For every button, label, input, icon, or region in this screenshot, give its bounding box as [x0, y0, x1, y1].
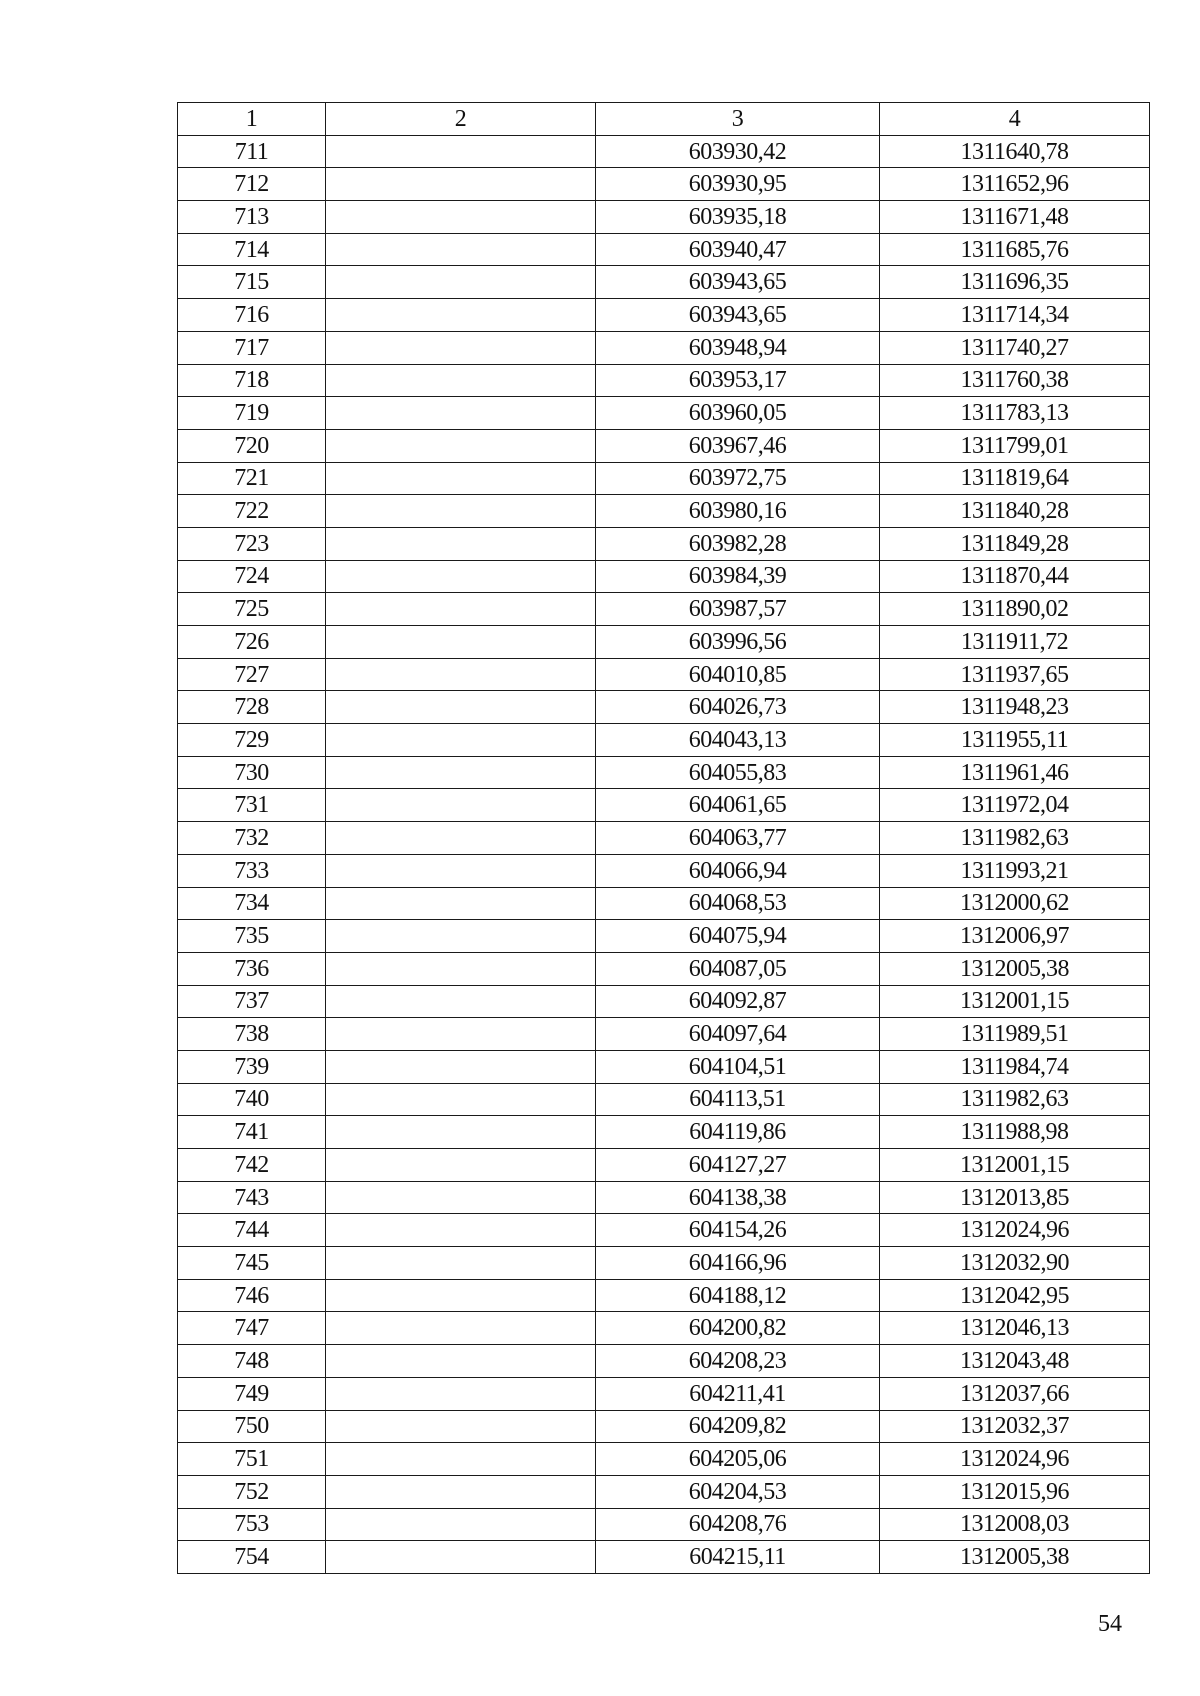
point-number-cell: 713: [178, 201, 326, 234]
x-coordinate-cell: 604215,11: [596, 1541, 880, 1574]
x-coordinate-cell: 603948,94: [596, 331, 880, 364]
x-coordinate-cell: 603996,56: [596, 626, 880, 659]
description-cell: [326, 1279, 596, 1312]
y-coordinate-cell: 1312037,66: [880, 1377, 1150, 1410]
x-coordinate-cell: 604119,86: [596, 1116, 880, 1149]
point-number-cell: 727: [178, 658, 326, 691]
table-row: [178, 691, 1150, 724]
point-number-cell: 731: [178, 789, 326, 822]
y-coordinate-cell: 1311671,48: [880, 201, 1150, 234]
description-cell: [326, 1018, 596, 1051]
x-coordinate-cell: 604154,26: [596, 1214, 880, 1247]
point-number-cell: 739: [178, 1050, 326, 1083]
y-coordinate-cell: 1311819,64: [880, 462, 1150, 495]
table-row: [178, 1410, 1150, 1443]
table-row: [178, 397, 1150, 430]
x-coordinate-cell: 604066,94: [596, 854, 880, 887]
point-number-cell: 722: [178, 495, 326, 528]
description-cell: [326, 1443, 596, 1476]
point-number-cell: 748: [178, 1345, 326, 1378]
x-coordinate-cell: 603982,28: [596, 527, 880, 560]
description-cell: [326, 985, 596, 1018]
point-number-cell: 715: [178, 266, 326, 299]
point-number-cell: 742: [178, 1149, 326, 1182]
x-coordinate-cell: 604092,87: [596, 985, 880, 1018]
table-row: [178, 1475, 1150, 1508]
y-coordinate-cell: 1311890,02: [880, 593, 1150, 626]
y-coordinate-cell: 1311870,44: [880, 560, 1150, 593]
column-header-3: 3: [596, 103, 880, 136]
x-coordinate-cell: 604055,83: [596, 756, 880, 789]
x-coordinate-cell: 604075,94: [596, 920, 880, 953]
point-number-cell: 734: [178, 887, 326, 920]
table-row: [178, 658, 1150, 691]
point-number-cell: 746: [178, 1279, 326, 1312]
description-cell: [326, 920, 596, 953]
y-coordinate-cell: 1312042,95: [880, 1279, 1150, 1312]
point-number-cell: 750: [178, 1410, 326, 1443]
table-row: [178, 135, 1150, 168]
description-cell: [326, 1312, 596, 1345]
table-row: [178, 1279, 1150, 1312]
description-cell: [326, 1410, 596, 1443]
point-number-cell: 728: [178, 691, 326, 724]
point-number-cell: 753: [178, 1508, 326, 1541]
y-coordinate-cell: 1311685,76: [880, 233, 1150, 266]
x-coordinate-cell: 603960,05: [596, 397, 880, 430]
x-coordinate-cell: 604087,05: [596, 952, 880, 985]
table-row: [178, 854, 1150, 887]
point-number-cell: 726: [178, 626, 326, 659]
description-cell: [326, 1083, 596, 1116]
y-coordinate-cell: 1312043,48: [880, 1345, 1150, 1378]
description-cell: [326, 952, 596, 985]
description-cell: [326, 658, 596, 691]
point-number-cell: 754: [178, 1541, 326, 1574]
description-cell: [326, 1116, 596, 1149]
point-number-cell: 736: [178, 952, 326, 985]
table-row: [178, 1214, 1150, 1247]
table-row: [178, 1149, 1150, 1182]
description-cell: [326, 1345, 596, 1378]
x-coordinate-cell: 604127,27: [596, 1149, 880, 1182]
table-row: [178, 1508, 1150, 1541]
description-cell: [326, 299, 596, 332]
x-coordinate-cell: 603972,75: [596, 462, 880, 495]
y-coordinate-cell: 1312024,96: [880, 1214, 1150, 1247]
description-cell: [326, 789, 596, 822]
point-number-cell: 729: [178, 724, 326, 757]
table-row: [178, 1247, 1150, 1280]
y-coordinate-cell: 1312013,85: [880, 1181, 1150, 1214]
description-cell: [326, 822, 596, 855]
table-row: [178, 168, 1150, 201]
description-cell: [326, 397, 596, 430]
y-coordinate-cell: 1311696,35: [880, 266, 1150, 299]
point-number-cell: 717: [178, 331, 326, 364]
y-coordinate-cell: 1311760,38: [880, 364, 1150, 397]
point-number-cell: 732: [178, 822, 326, 855]
description-cell: [326, 331, 596, 364]
x-coordinate-cell: 603930,95: [596, 168, 880, 201]
y-coordinate-cell: 1311652,96: [880, 168, 1150, 201]
y-coordinate-cell: 1311799,01: [880, 429, 1150, 462]
description-cell: [326, 1377, 596, 1410]
point-number-cell: 721: [178, 462, 326, 495]
table-row: [178, 1116, 1150, 1149]
point-number-cell: 749: [178, 1377, 326, 1410]
x-coordinate-cell: 604188,12: [596, 1279, 880, 1312]
point-number-cell: 723: [178, 527, 326, 560]
point-number-cell: 718: [178, 364, 326, 397]
x-coordinate-cell: 603967,46: [596, 429, 880, 462]
x-coordinate-cell: 604205,06: [596, 1443, 880, 1476]
column-header-2: 2: [326, 103, 596, 136]
point-number-cell: 730: [178, 756, 326, 789]
y-coordinate-cell: 1311993,21: [880, 854, 1150, 887]
description-cell: [326, 1475, 596, 1508]
table-row: [178, 1541, 1150, 1574]
point-number-cell: 737: [178, 985, 326, 1018]
y-coordinate-cell: 1312024,96: [880, 1443, 1150, 1476]
point-number-cell: 714: [178, 233, 326, 266]
table-row: [178, 1312, 1150, 1345]
y-coordinate-cell: 1312032,90: [880, 1247, 1150, 1280]
x-coordinate-cell: 604063,77: [596, 822, 880, 855]
y-coordinate-cell: 1312032,37: [880, 1410, 1150, 1443]
x-coordinate-cell: 603953,17: [596, 364, 880, 397]
description-cell: [326, 135, 596, 168]
x-coordinate-cell: 604043,13: [596, 724, 880, 757]
x-coordinate-cell: 604113,51: [596, 1083, 880, 1116]
y-coordinate-cell: 1311783,13: [880, 397, 1150, 430]
x-coordinate-cell: 604068,53: [596, 887, 880, 920]
x-coordinate-cell: 604061,65: [596, 789, 880, 822]
table-row: [178, 789, 1150, 822]
x-coordinate-cell: 603980,16: [596, 495, 880, 528]
y-coordinate-cell: 1312005,38: [880, 1541, 1150, 1574]
x-coordinate-cell: 603943,65: [596, 266, 880, 299]
table-row: [178, 1345, 1150, 1378]
description-cell: [326, 495, 596, 528]
x-coordinate-cell: 603984,39: [596, 560, 880, 593]
y-coordinate-cell: 1312046,13: [880, 1312, 1150, 1345]
x-coordinate-cell: 603940,47: [596, 233, 880, 266]
y-coordinate-cell: 1311640,78: [880, 135, 1150, 168]
description-cell: [326, 1214, 596, 1247]
y-coordinate-cell: 1311988,98: [880, 1116, 1150, 1149]
x-coordinate-cell: 604097,64: [596, 1018, 880, 1051]
description-cell: [326, 724, 596, 757]
y-coordinate-cell: 1312005,38: [880, 952, 1150, 985]
table-row: [178, 593, 1150, 626]
coordinates-table: [177, 102, 1150, 1574]
point-number-cell: 741: [178, 1116, 326, 1149]
x-coordinate-cell: 603935,18: [596, 201, 880, 234]
table-row: [178, 985, 1150, 1018]
y-coordinate-cell: 1312015,96: [880, 1475, 1150, 1508]
point-number-cell: 724: [178, 560, 326, 593]
column-header-4: 4: [880, 103, 1150, 136]
description-cell: [326, 1181, 596, 1214]
y-coordinate-cell: 1311714,34: [880, 299, 1150, 332]
point-number-cell: 720: [178, 429, 326, 462]
description-cell: [326, 429, 596, 462]
y-coordinate-cell: 1312000,62: [880, 887, 1150, 920]
point-number-cell: 712: [178, 168, 326, 201]
table-header-row: [178, 103, 1150, 136]
description-cell: [326, 560, 596, 593]
table-row: [178, 429, 1150, 462]
table-row: [178, 626, 1150, 659]
y-coordinate-cell: 1312006,97: [880, 920, 1150, 953]
y-coordinate-cell: 1312001,15: [880, 1149, 1150, 1182]
table-row: [178, 527, 1150, 560]
page-number: 54: [1098, 1611, 1122, 1637]
x-coordinate-cell: 604200,82: [596, 1312, 880, 1345]
x-coordinate-cell: 604104,51: [596, 1050, 880, 1083]
description-cell: [326, 266, 596, 299]
description-cell: [326, 364, 596, 397]
description-cell: [326, 527, 596, 560]
x-coordinate-cell: 604208,76: [596, 1508, 880, 1541]
table-row: [178, 266, 1150, 299]
x-coordinate-cell: 604138,38: [596, 1181, 880, 1214]
point-number-cell: 735: [178, 920, 326, 953]
y-coordinate-cell: 1311972,04: [880, 789, 1150, 822]
y-coordinate-cell: 1311982,63: [880, 1083, 1150, 1116]
y-coordinate-cell: 1311911,72: [880, 626, 1150, 659]
point-number-cell: 744: [178, 1214, 326, 1247]
table-row: [178, 887, 1150, 920]
point-number-cell: 740: [178, 1083, 326, 1116]
description-cell: [326, 1541, 596, 1574]
y-coordinate-cell: 1311948,23: [880, 691, 1150, 724]
x-coordinate-cell: 604208,23: [596, 1345, 880, 1378]
description-cell: [326, 462, 596, 495]
x-coordinate-cell: 604204,53: [596, 1475, 880, 1508]
point-number-cell: 751: [178, 1443, 326, 1476]
description-cell: [326, 756, 596, 789]
table-row: [178, 233, 1150, 266]
y-coordinate-cell: 1311955,11: [880, 724, 1150, 757]
point-number-cell: 738: [178, 1018, 326, 1051]
point-number-cell: 743: [178, 1181, 326, 1214]
table-row: [178, 201, 1150, 234]
point-number-cell: 716: [178, 299, 326, 332]
x-coordinate-cell: 604166,96: [596, 1247, 880, 1280]
x-coordinate-cell: 604026,73: [596, 691, 880, 724]
point-number-cell: 747: [178, 1312, 326, 1345]
table-row: [178, 299, 1150, 332]
y-coordinate-cell: 1311937,65: [880, 658, 1150, 691]
table-row: [178, 1050, 1150, 1083]
column-header-1: 1: [178, 103, 326, 136]
description-cell: [326, 168, 596, 201]
point-number-cell: 711: [178, 135, 326, 168]
y-coordinate-cell: 1311849,28: [880, 527, 1150, 560]
y-coordinate-cell: 1312008,03: [880, 1508, 1150, 1541]
table-body: [178, 135, 1150, 1573]
description-cell: [326, 593, 596, 626]
description-cell: [326, 1050, 596, 1083]
y-coordinate-cell: 1311984,74: [880, 1050, 1150, 1083]
x-coordinate-cell: 604211,41: [596, 1377, 880, 1410]
y-coordinate-cell: 1311961,46: [880, 756, 1150, 789]
y-coordinate-cell: 1311840,28: [880, 495, 1150, 528]
table-row: [178, 724, 1150, 757]
table-row: [178, 364, 1150, 397]
point-number-cell: 719: [178, 397, 326, 430]
x-coordinate-cell: 603930,42: [596, 135, 880, 168]
description-cell: [326, 1149, 596, 1182]
table-row: [178, 1018, 1150, 1051]
description-cell: [326, 201, 596, 234]
description-cell: [326, 691, 596, 724]
table-row: [178, 495, 1150, 528]
y-coordinate-cell: 1311740,27: [880, 331, 1150, 364]
point-number-cell: 733: [178, 854, 326, 887]
description-cell: [326, 887, 596, 920]
table-row: [178, 462, 1150, 495]
table-row: [178, 756, 1150, 789]
y-coordinate-cell: 1311989,51: [880, 1018, 1150, 1051]
table-row: [178, 1181, 1150, 1214]
point-number-cell: 725: [178, 593, 326, 626]
description-cell: [326, 1508, 596, 1541]
table-row: [178, 952, 1150, 985]
description-cell: [326, 233, 596, 266]
table-row: [178, 822, 1150, 855]
x-coordinate-cell: 604010,85: [596, 658, 880, 691]
description-cell: [326, 1247, 596, 1280]
x-coordinate-cell: 603987,57: [596, 593, 880, 626]
table-row: [178, 1443, 1150, 1476]
y-coordinate-cell: 1312001,15: [880, 985, 1150, 1018]
description-cell: [326, 626, 596, 659]
table-row: [178, 920, 1150, 953]
point-number-cell: 752: [178, 1475, 326, 1508]
table-row: [178, 331, 1150, 364]
table-row: [178, 1377, 1150, 1410]
y-coordinate-cell: 1311982,63: [880, 822, 1150, 855]
x-coordinate-cell: 603943,65: [596, 299, 880, 332]
x-coordinate-cell: 604209,82: [596, 1410, 880, 1443]
table-row: [178, 560, 1150, 593]
table-row: [178, 1083, 1150, 1116]
description-cell: [326, 854, 596, 887]
point-number-cell: 745: [178, 1247, 326, 1280]
